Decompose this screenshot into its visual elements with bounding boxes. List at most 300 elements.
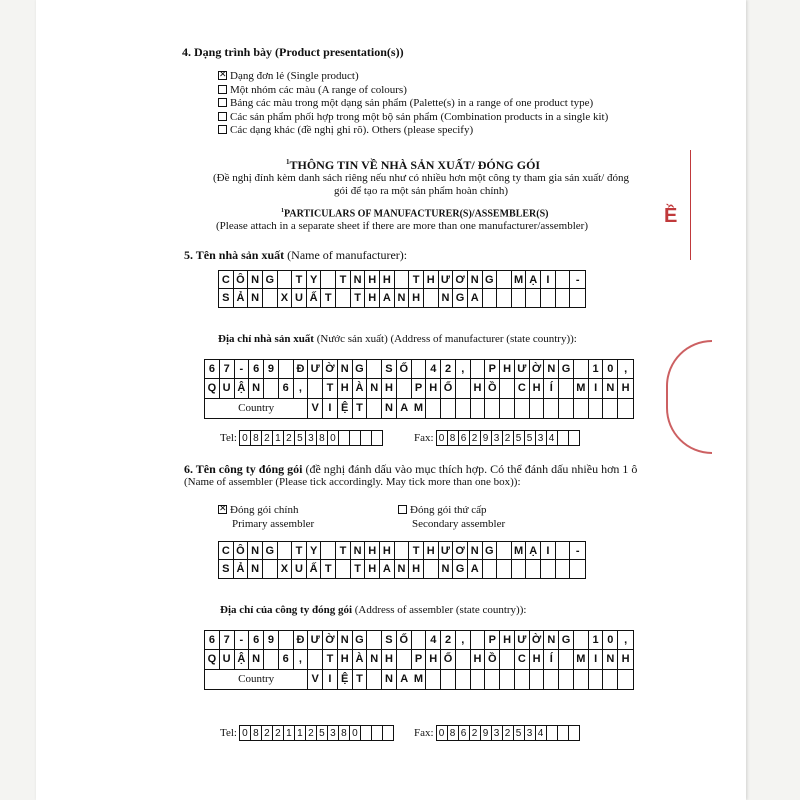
country-letter-box bbox=[559, 670, 574, 689]
country-label: Country bbox=[205, 670, 308, 689]
country-letter-box: Ệ bbox=[338, 670, 353, 689]
letter-box bbox=[456, 650, 471, 669]
letter-box bbox=[264, 379, 279, 398]
letter-box: 2 bbox=[441, 360, 456, 379]
letter-box: X bbox=[278, 560, 293, 578]
letter-box: H bbox=[424, 271, 439, 289]
letter-box bbox=[321, 542, 336, 560]
letter-box: 6 bbox=[249, 631, 264, 650]
country-letter-box bbox=[485, 670, 500, 689]
letter-box bbox=[512, 560, 527, 578]
letter-box bbox=[279, 360, 294, 379]
digit-box: 2 bbox=[262, 431, 273, 445]
digit-box bbox=[361, 726, 372, 740]
digit-box: 2 bbox=[273, 726, 284, 740]
info-heading-title: $^1$THÔNG TIN VỀ NHÀ SẢN XUẤT/ ĐÓNG GÓI bbox=[286, 158, 541, 172]
presentation-option[interactable]: Bảng các màu trong một dạng sản phẩm (Palette(s) in a range of one product type) bbox=[218, 97, 608, 111]
letter-box: , bbox=[294, 379, 309, 398]
letter-box: Ờ bbox=[323, 631, 338, 650]
letter-box: Ạ bbox=[526, 271, 541, 289]
letter-box bbox=[308, 650, 323, 669]
letter-box: S bbox=[382, 360, 397, 379]
letter-box: H bbox=[380, 271, 395, 289]
letter-box bbox=[263, 289, 278, 307]
stamp-fragment-letter: Ề bbox=[664, 205, 678, 227]
letter-box: H bbox=[365, 560, 380, 578]
digit-box: 2 bbox=[503, 431, 514, 445]
letter-box: N bbox=[544, 360, 559, 379]
digit-box: 9 bbox=[481, 726, 492, 740]
digit-box: 8 bbox=[317, 431, 328, 445]
primary-assembler-option[interactable]: ✕Đóng gói chính Primary assembler bbox=[218, 503, 314, 531]
letter-box bbox=[500, 650, 515, 669]
letter-box: Ấ bbox=[307, 560, 322, 578]
letter-box bbox=[456, 379, 471, 398]
letter-box: Ồ bbox=[485, 650, 500, 669]
letter-box: Q bbox=[205, 650, 220, 669]
letter-box bbox=[512, 289, 527, 307]
letter-box: N bbox=[249, 650, 264, 669]
letter-box: Ơ bbox=[453, 542, 468, 560]
digit-box bbox=[350, 431, 361, 445]
digit-box: 0 bbox=[350, 726, 361, 740]
country-letter-box bbox=[367, 399, 382, 418]
letter-box: Ậ bbox=[235, 379, 250, 398]
letter-box bbox=[497, 542, 512, 560]
country-letter-box: T bbox=[353, 670, 368, 689]
stamp-edge-line-top bbox=[690, 150, 691, 260]
digit-box: 4 bbox=[536, 726, 547, 740]
document-page bbox=[36, 0, 746, 800]
country-letter-box bbox=[589, 399, 604, 418]
country-letter-box bbox=[544, 399, 559, 418]
letter-box bbox=[497, 560, 512, 578]
letter-box: H bbox=[338, 379, 353, 398]
letter-box: H bbox=[471, 379, 486, 398]
letter-box: T bbox=[323, 650, 338, 669]
secondary-assembler-checkbox[interactable] bbox=[398, 505, 407, 514]
country-label: Country bbox=[205, 399, 308, 418]
digit-box bbox=[558, 726, 569, 740]
letter-box: G bbox=[559, 631, 574, 650]
presentation-options bbox=[218, 70, 608, 138]
letter-box: Ồ bbox=[485, 379, 500, 398]
letter-box: 0 bbox=[603, 360, 618, 379]
digit-box: 2 bbox=[470, 431, 481, 445]
letter-box: Ấ bbox=[307, 289, 322, 307]
letter-box: Í bbox=[544, 379, 559, 398]
letter-box bbox=[574, 360, 589, 379]
letter-box bbox=[278, 271, 293, 289]
digit-box bbox=[569, 431, 580, 445]
country-letter-box bbox=[367, 670, 382, 689]
letter-box: , bbox=[618, 631, 633, 650]
manufacturer-address-title: Địa chỉ nhà sản xuất (Nước sản xuất) (Address of manufacturer (state country)): bbox=[218, 333, 577, 345]
digit-box: 1 bbox=[284, 726, 295, 740]
country-letter-box: V bbox=[308, 670, 323, 689]
manufacturer-tel: Tel: 0 8 2 1 2 5 3 8 0 bbox=[220, 430, 383, 446]
letter-box: H bbox=[500, 631, 515, 650]
letter-box: H bbox=[365, 289, 380, 307]
letter-box: N bbox=[248, 271, 263, 289]
digit-box bbox=[372, 726, 383, 740]
letter-box: Ố bbox=[397, 360, 412, 379]
letter-box bbox=[541, 560, 556, 578]
letter-box bbox=[526, 289, 541, 307]
presentation-option-checkbox[interactable] bbox=[218, 98, 227, 107]
country-letter-box bbox=[426, 399, 441, 418]
letter-box bbox=[541, 289, 556, 307]
digit-box: 3 bbox=[536, 431, 547, 445]
letter-box: N bbox=[351, 542, 366, 560]
letter-box bbox=[559, 379, 574, 398]
letter-box: H bbox=[530, 650, 545, 669]
country-letter-box: M bbox=[412, 399, 427, 418]
country-letter-box bbox=[603, 670, 618, 689]
letter-box: M bbox=[512, 542, 527, 560]
letter-box: M bbox=[512, 271, 527, 289]
digit-box: 3 bbox=[492, 431, 503, 445]
letter-box: X bbox=[278, 289, 293, 307]
letter-box: , bbox=[294, 650, 309, 669]
letter-box: H bbox=[365, 542, 380, 560]
country-letter-box: V bbox=[308, 399, 323, 418]
letter-box: H bbox=[500, 360, 515, 379]
presentation-option[interactable]: Các sản phẩm phối hợp trong một bộ sản phẩm (Combination products in a single kit) bbox=[218, 111, 608, 125]
presentation-option-checkbox[interactable] bbox=[218, 71, 227, 80]
letter-box: H bbox=[424, 542, 439, 560]
letter-box: C bbox=[219, 542, 234, 560]
letter-box bbox=[263, 560, 278, 578]
digit-box: 2 bbox=[503, 726, 514, 740]
digit-box bbox=[569, 726, 580, 740]
digit-box: 2 bbox=[262, 726, 273, 740]
digit-box: 1 bbox=[273, 431, 284, 445]
country-letter-box: N bbox=[382, 399, 397, 418]
section4-title: 4. Dạng trình bày (Product presentation(s)) bbox=[182, 45, 404, 59]
digit-box bbox=[372, 431, 383, 445]
country-letter-box bbox=[618, 399, 633, 418]
letter-box bbox=[570, 289, 585, 307]
letter-box bbox=[559, 650, 574, 669]
letter-box: U bbox=[292, 560, 307, 578]
letter-box: A bbox=[380, 560, 395, 578]
letter-box: 2 bbox=[441, 631, 456, 650]
country-letter-box bbox=[603, 399, 618, 418]
country-letter-box bbox=[559, 399, 574, 418]
letter-box: I bbox=[541, 542, 556, 560]
digit-box: 5 bbox=[514, 726, 525, 740]
digit-box: 0 bbox=[437, 726, 448, 740]
letter-box: N bbox=[468, 542, 483, 560]
presentation-option-checkbox[interactable] bbox=[218, 112, 227, 121]
country-letter-box bbox=[515, 670, 530, 689]
manufacturer-address-grid bbox=[204, 359, 634, 419]
country-letter-box bbox=[530, 670, 545, 689]
letter-box bbox=[321, 271, 336, 289]
letter-box: C bbox=[515, 650, 530, 669]
letter-box: C bbox=[515, 379, 530, 398]
letter-box: N bbox=[367, 379, 382, 398]
letter-box: N bbox=[603, 379, 618, 398]
letter-box: N bbox=[248, 560, 263, 578]
letter-box: - bbox=[570, 271, 585, 289]
presentation-option[interactable]: Các dạng khác (đề nghị ghi rõ). Others (please specify) bbox=[218, 124, 608, 138]
letter-box: T bbox=[321, 289, 336, 307]
letter-box bbox=[308, 379, 323, 398]
presentation-option[interactable]: ✕Dạng đơn lẻ (Single product) bbox=[218, 70, 608, 84]
letter-box bbox=[556, 289, 571, 307]
letter-box bbox=[424, 289, 439, 307]
letter-box: Ả bbox=[234, 289, 249, 307]
letter-box: N bbox=[395, 560, 410, 578]
letter-box: H bbox=[380, 542, 395, 560]
digit-box: 1 bbox=[295, 726, 306, 740]
letter-box: 7 bbox=[220, 360, 235, 379]
digit-box: 3 bbox=[328, 726, 339, 740]
letter-box bbox=[483, 289, 498, 307]
letter-box: Ố bbox=[441, 379, 456, 398]
manufacturer-name-grid bbox=[218, 270, 586, 308]
letter-box: G bbox=[483, 271, 498, 289]
letter-box: À bbox=[353, 379, 368, 398]
digit-box: 3 bbox=[492, 726, 503, 740]
letter-box: G bbox=[453, 560, 468, 578]
letter-box bbox=[471, 631, 486, 650]
letter-box: H bbox=[365, 271, 380, 289]
letter-box: Ạ bbox=[526, 542, 541, 560]
letter-box: Ô bbox=[234, 271, 249, 289]
digit-box bbox=[383, 726, 394, 740]
letter-box: H bbox=[618, 650, 633, 669]
country-letter-box: I bbox=[323, 399, 338, 418]
letter-box: M bbox=[574, 379, 589, 398]
digit-box: 8 bbox=[448, 726, 459, 740]
letter-box: 9 bbox=[264, 631, 279, 650]
letter-box: I bbox=[589, 650, 604, 669]
country-letter-box bbox=[500, 670, 515, 689]
letter-box: A bbox=[468, 560, 483, 578]
country-letter-box bbox=[456, 670, 471, 689]
letter-box bbox=[570, 560, 585, 578]
letter-box: N bbox=[439, 289, 454, 307]
letter-box: I bbox=[541, 271, 556, 289]
country-letter-box: I bbox=[323, 670, 338, 689]
country-letter-box bbox=[441, 670, 456, 689]
country-letter-box bbox=[426, 670, 441, 689]
letter-box: 1 bbox=[589, 631, 604, 650]
country-letter-box: A bbox=[400, 673, 409, 686]
letter-box bbox=[264, 650, 279, 669]
letter-box: 7 bbox=[220, 631, 235, 650]
digit-box: 3 bbox=[525, 726, 536, 740]
letter-box bbox=[526, 560, 541, 578]
letter-box: T bbox=[292, 542, 307, 560]
letter-box: T bbox=[292, 271, 307, 289]
digit-box: 2 bbox=[470, 726, 481, 740]
presentation-option[interactable]: Một nhóm các màu (A range of colours) bbox=[218, 84, 608, 98]
letter-box: Y bbox=[307, 542, 322, 560]
letter-box: H bbox=[409, 560, 424, 578]
presentation-option-checkbox[interactable] bbox=[218, 85, 227, 94]
letter-box bbox=[395, 271, 410, 289]
letter-box: T bbox=[351, 560, 366, 578]
digit-box: 5 bbox=[317, 726, 328, 740]
country-letter-box: A bbox=[400, 402, 409, 415]
assembler-address-grid bbox=[204, 630, 634, 690]
letter-box: G bbox=[263, 542, 278, 560]
country-letter-box bbox=[500, 399, 515, 418]
letter-box: C bbox=[219, 271, 234, 289]
letter-box: U bbox=[220, 650, 235, 669]
letter-box: , bbox=[456, 360, 471, 379]
assembler-fax: Fax: 0 8 6 2 9 3 2 5 3 4 bbox=[414, 725, 580, 741]
letter-box bbox=[336, 289, 351, 307]
letter-box: I bbox=[589, 379, 604, 398]
letter-box: S bbox=[219, 289, 234, 307]
digit-box bbox=[339, 431, 350, 445]
letter-box: Y bbox=[307, 271, 322, 289]
digit-box: 5 bbox=[295, 431, 306, 445]
country-letter-box bbox=[485, 399, 500, 418]
secondary-assembler-option[interactable]: Đóng gói thứ cấp Secondary assembler bbox=[398, 503, 505, 531]
letter-box: T bbox=[336, 542, 351, 560]
letter-box: Ờ bbox=[530, 360, 545, 379]
digit-box bbox=[361, 431, 372, 445]
digit-box: 5 bbox=[514, 431, 525, 445]
letter-box: P bbox=[485, 360, 500, 379]
digit-box bbox=[558, 431, 569, 445]
letter-box: A bbox=[380, 289, 395, 307]
letter-box: G bbox=[263, 271, 278, 289]
country-letter-box: M bbox=[412, 670, 427, 689]
digit-box: 0 bbox=[240, 431, 251, 445]
letter-box: 6 bbox=[249, 360, 264, 379]
letter-box: Ư bbox=[308, 631, 323, 650]
letter-box: N bbox=[248, 542, 263, 560]
letter-box: H bbox=[426, 379, 441, 398]
letter-box: 4 bbox=[426, 360, 441, 379]
letter-box bbox=[556, 542, 571, 560]
assembler-address-title: Địa chỉ của công ty đóng gói (Address of assembler (state country)): bbox=[220, 604, 527, 616]
country-letter-box: Ệ bbox=[338, 399, 353, 418]
letter-box: G bbox=[453, 289, 468, 307]
country-letter-box bbox=[574, 670, 589, 689]
letter-box: N bbox=[338, 631, 353, 650]
digit-box: 0 bbox=[240, 726, 251, 740]
letter-box: Ư bbox=[439, 542, 454, 560]
digit-box: 9 bbox=[481, 431, 492, 445]
letter-box: 9 bbox=[264, 360, 279, 379]
digit-box: 6 bbox=[459, 726, 470, 740]
presentation-option-checkbox[interactable] bbox=[218, 125, 227, 134]
letter-box bbox=[497, 289, 512, 307]
letter-box bbox=[278, 542, 293, 560]
digit-box: 5 bbox=[525, 431, 536, 445]
letter-box: N bbox=[338, 360, 353, 379]
country-letter-box: T bbox=[353, 399, 368, 418]
country-letter-box bbox=[456, 399, 471, 418]
letter-box: 1 bbox=[589, 360, 604, 379]
letter-box: 4 bbox=[426, 631, 441, 650]
digit-box: 2 bbox=[306, 726, 317, 740]
country-letter-box bbox=[574, 399, 589, 418]
digit-box: 3 bbox=[306, 431, 317, 445]
letter-box: À bbox=[353, 650, 368, 669]
section6-title: 6. Tên công ty đóng gói (đề nghị đánh dấu vào mục thích hợp. Có thể đánh dấu nhiều hơn 1 ô bbox=[184, 462, 638, 476]
country-letter-box bbox=[530, 399, 545, 418]
letter-box: N bbox=[249, 379, 264, 398]
letter-box bbox=[397, 650, 412, 669]
letter-box: S bbox=[382, 631, 397, 650]
letter-box: P bbox=[412, 379, 427, 398]
letter-box: Ư bbox=[439, 271, 454, 289]
letter-box: T bbox=[336, 271, 351, 289]
letter-box: , bbox=[456, 631, 471, 650]
letter-box bbox=[395, 542, 410, 560]
letter-box: S bbox=[219, 560, 234, 578]
letter-box: Ậ bbox=[235, 650, 250, 669]
letter-box: - bbox=[235, 631, 250, 650]
letter-box: Ố bbox=[441, 650, 456, 669]
letter-box: N bbox=[603, 650, 618, 669]
country-letter-box bbox=[441, 399, 456, 418]
letter-box bbox=[483, 560, 498, 578]
letter-box: T bbox=[323, 379, 338, 398]
letter-box: Q bbox=[205, 379, 220, 398]
letter-box: 0 bbox=[603, 631, 618, 650]
letter-box bbox=[424, 560, 439, 578]
letter-box: N bbox=[395, 289, 410, 307]
letter-box: H bbox=[618, 379, 633, 398]
digit-box: 8 bbox=[339, 726, 350, 740]
letter-box: U bbox=[292, 289, 307, 307]
letter-box: T bbox=[321, 560, 336, 578]
letter-box: T bbox=[409, 542, 424, 560]
letter-box bbox=[471, 360, 486, 379]
letter-box bbox=[367, 360, 382, 379]
letter-box: Í bbox=[544, 650, 559, 669]
country-letter-box: N bbox=[382, 670, 397, 689]
primary-assembler-checkbox[interactable] bbox=[218, 505, 227, 514]
letter-box: G bbox=[353, 631, 368, 650]
letter-box: H bbox=[530, 379, 545, 398]
letter-box: Đ bbox=[294, 631, 309, 650]
digit-box: 2 bbox=[284, 431, 295, 445]
country-letter-box bbox=[471, 399, 486, 418]
country-letter-box bbox=[544, 670, 559, 689]
letter-box: P bbox=[485, 631, 500, 650]
letter-box: Ô bbox=[234, 542, 249, 560]
info-heading-en-note: (Please attach in a separate sheet if there are more than one manufacturer/assembler) bbox=[216, 220, 588, 232]
manufacturer-fax: Fax: 0 8 6 2 9 3 2 5 5 3 4 bbox=[414, 430, 580, 446]
digit-box: 8 bbox=[448, 431, 459, 445]
letter-box: Đ bbox=[294, 360, 309, 379]
letter-box: G bbox=[483, 542, 498, 560]
country-letter-box bbox=[589, 670, 604, 689]
letter-box: Ả bbox=[234, 560, 249, 578]
digit-box: 6 bbox=[459, 431, 470, 445]
letter-box: N bbox=[544, 631, 559, 650]
letter-box: N bbox=[468, 271, 483, 289]
stamp-fragment-circle bbox=[666, 340, 712, 454]
letter-box: H bbox=[382, 379, 397, 398]
letter-box: N bbox=[248, 289, 263, 307]
country-letter-box bbox=[618, 670, 633, 689]
letter-box bbox=[397, 379, 412, 398]
letter-box: H bbox=[471, 650, 486, 669]
letter-box: G bbox=[353, 360, 368, 379]
